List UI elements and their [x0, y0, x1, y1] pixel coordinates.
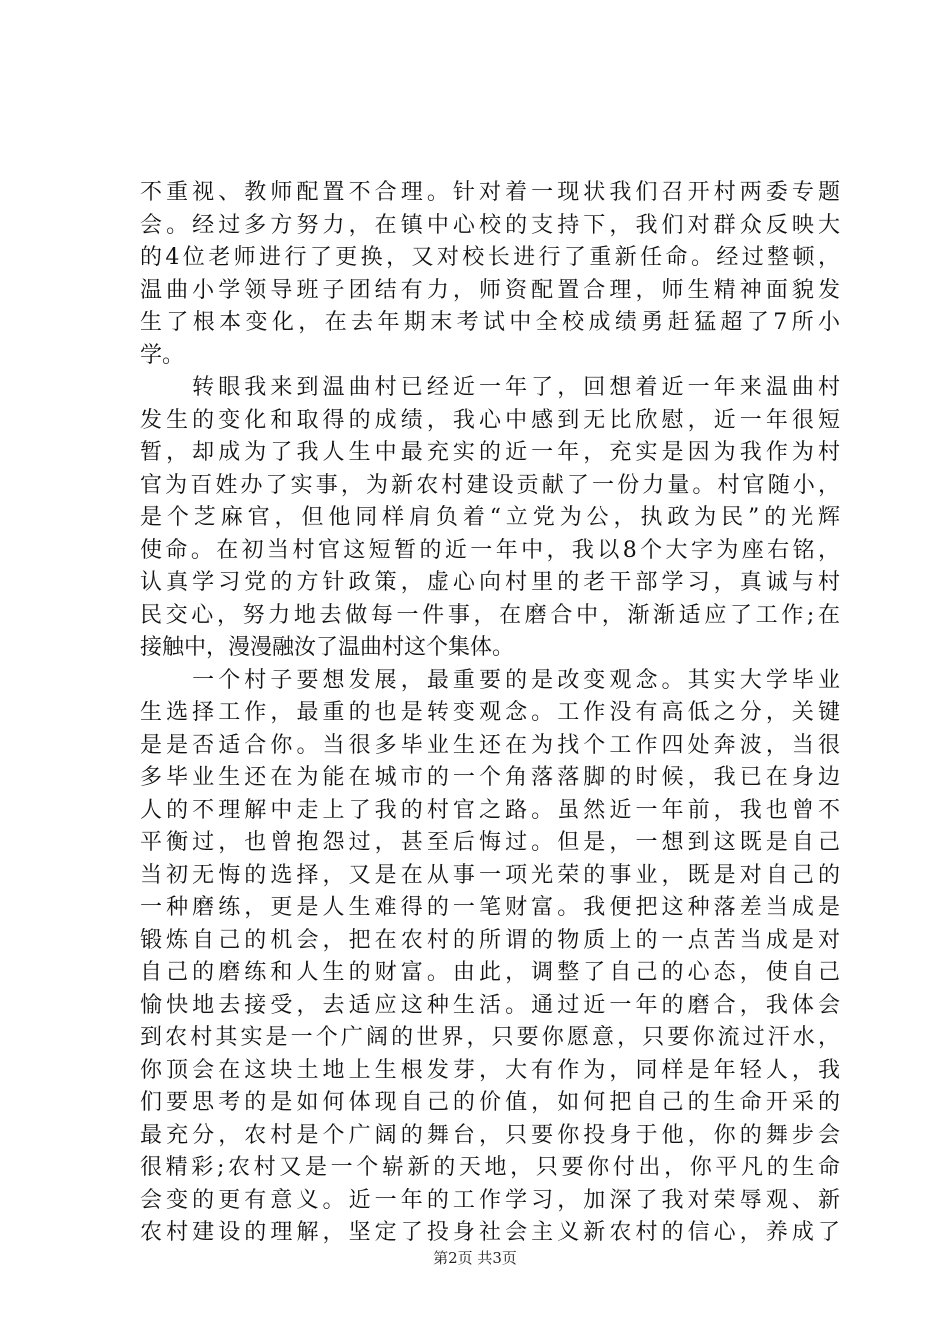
text-line: 使命。在初当村官这短暂的近一年中，我以8个大字为座右铭，: [140, 538, 840, 563]
text-line: 一种磨练，更是人生难得的一笔财富。我便把这种落差当成是: [140, 895, 840, 920]
text-line: 认真学习党的方针政策，虚心向村里的老干部学习，真诚与村: [140, 570, 840, 595]
text-line: 最充分，农村是个广阔的舞台，只要你投身于他，你的舞步会: [140, 1123, 840, 1148]
text-line: 发生的变化和取得的成绩，我心中感到无比欣慰，近一年很短: [140, 408, 840, 433]
text-line: 的4位老师进行了更换，又对校长进行了重新任命。经过整顿，: [140, 245, 840, 270]
text-line: 接触中，漫漫融汝了温曲村这个集体。: [140, 635, 515, 660]
text-line: 是个芝麻官，但他同样肩负着“立党为公，执政为民”的光辉: [140, 505, 840, 530]
text-line: 学。: [140, 343, 185, 368]
text-line: 愉快地去接受，去适应这种生活。通过近一年的磨合，我体会: [140, 993, 840, 1018]
text-line: 们要思考的是如何体现自己的价值，如何把自己的生命开采的: [140, 1090, 840, 1115]
text-line: 一个村子要想发展，最重要的是改变观念。其实大学毕业: [140, 668, 840, 693]
text-line: 农村建设的理解，坚定了投身社会主义新农村的信心，养成了: [140, 1220, 840, 1245]
text-line: 暂，却成为了我人生中最充实的近一年，充实是因为我作为村: [140, 440, 840, 465]
text-line: 会变的更有意义。近一年的工作学习，加深了我对荣辱观、新: [140, 1188, 840, 1213]
text-line: 当初无悔的选择，又是在从事一项光荣的事业，既是对自己的: [140, 863, 840, 888]
text-line: 温曲小学领导班子团结有力，师资配置合理，师生精神面貌发: [140, 278, 840, 303]
text-line: 锻炼自己的机会，把在农村的所谓的物质上的一点苦当成是对: [140, 928, 840, 953]
text-line: 很精彩;农村又是一个崭新的天地，只要你付出，你平凡的生命: [140, 1155, 840, 1180]
text-line: 自己的磨练和人生的财富。由此，调整了自己的心态，使自己: [140, 960, 840, 985]
text-line: 你顶会在这块土地上生根发芽，大有作为，同样是年轻人，我: [140, 1058, 840, 1083]
page-number-footer: 第2页 共3页: [433, 1249, 517, 1267]
text-line: 是是否适合你。当很多毕业生还在为找个工作四处奔波，当很: [140, 733, 840, 758]
text-line: 生了根本变化，在去年期末考试中全校成绩勇赶猛超了7所小: [140, 310, 840, 335]
text-line: 到农村其实是一个广阔的世界，只要你愿意，只要你流过汗水，: [140, 1025, 840, 1050]
text-line: 民交心，努力地去做每一件事，在磨合中，渐渐适应了工作;在: [140, 603, 840, 628]
text-line: 生选择工作，最重的也是转变观念。工作没有高低之分，关键: [140, 700, 840, 725]
text-line: 多毕业生还在为能在城市的一个角落落脚的时候，我已在身边: [140, 765, 840, 790]
text-line: 不重视、教师配置不合理。针对着一现状我们召开村两委专题: [140, 180, 840, 205]
text-line: 平衡过，也曾抱怨过，甚至后悔过。但是，一想到这既是自己: [140, 830, 840, 855]
text-line: 人的不理解中走上了我的村官之路。虽然近一年前，我也曾不: [140, 798, 840, 823]
text-line: 官为百姓办了实事，为新农村建设贡献了一份力量。村官随小，: [140, 473, 840, 498]
text-line: 转眼我来到温曲村已经近一年了，回想着近一年来温曲村: [140, 375, 840, 400]
text-line: 会。经过多方努力，在镇中心校的支持下，我们对群众反映大: [140, 213, 840, 238]
